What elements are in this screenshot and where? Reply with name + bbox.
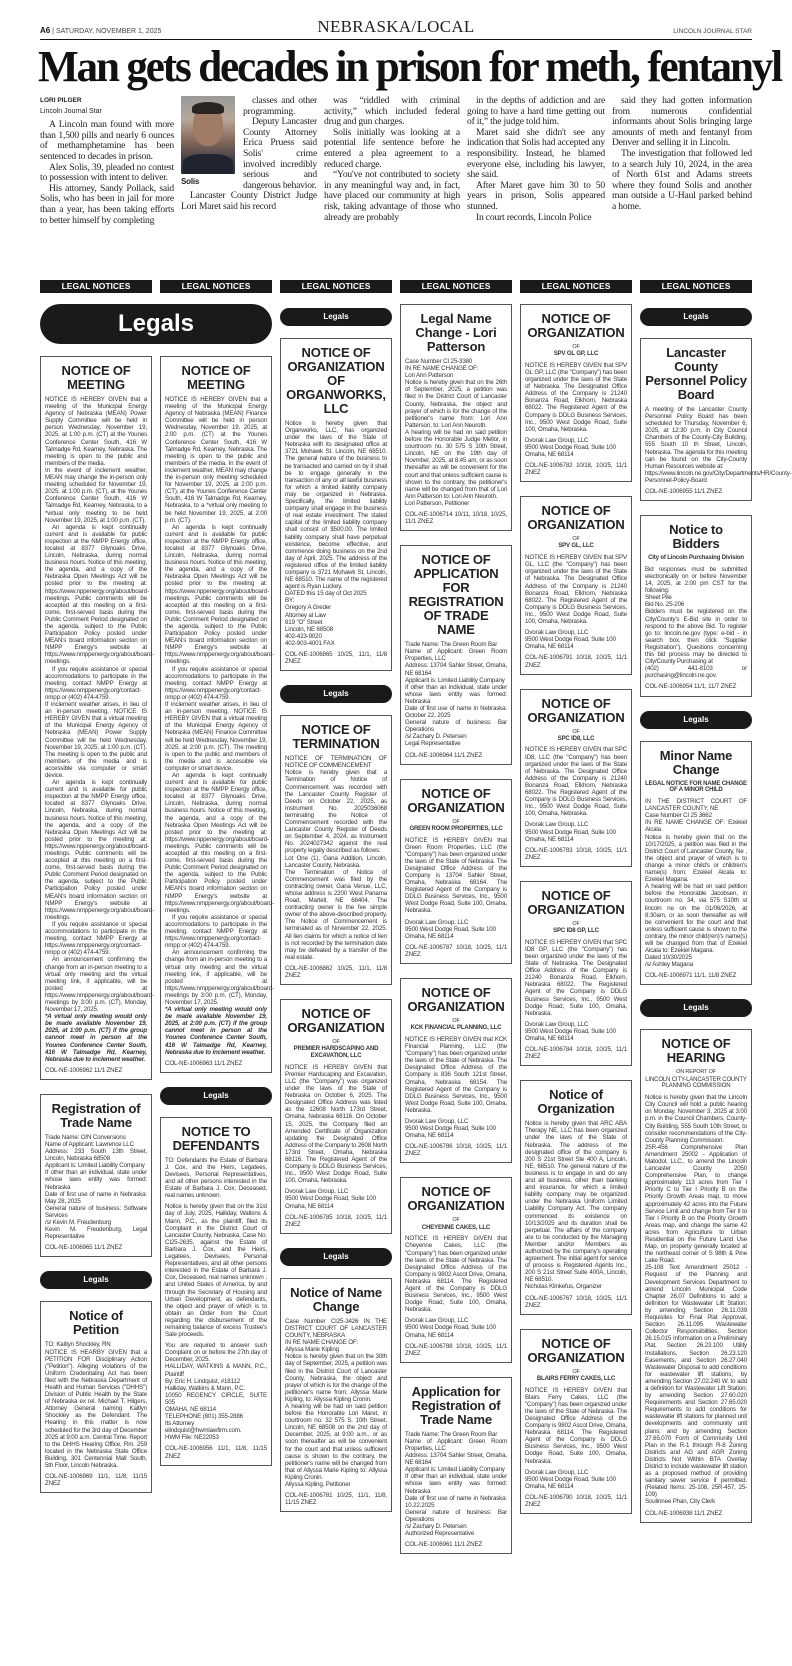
notice-subtitle: BLAIRS FERRY CAKES, LLC (536, 1375, 616, 1382)
legal-notice (40, 1094, 152, 1258)
notice-title: NOTICE OF ORGANIZATION (527, 1335, 625, 1365)
notice-text: In the event of inclement weather, MEAN may change the in-person only meeting scheduled for November 19, 2025, at 1:00 p.m. (CT), at the Younes Conference Center South, 416 W Talmadge Rd, Kearney, Nebraska, to a *virtual only meeting to be held November 19, 2025, at 1:00 p.m. (CT). (45, 466, 147, 524)
article-column (181, 96, 317, 213)
notice-reference: COL-NE-1006962 11/1 ZNEZ (45, 1066, 123, 1074)
notice-text: Date of first use of name in Nebraska: October 22, 2025 (405, 705, 507, 720)
notice-subtitle: LEGAL NOTICE FOR NAME CHANGE OF A MINOR CHILD (645, 780, 747, 794)
notice-text: NOTICE IS HEREBY GIVEN that SPC ID8 GP, LLC (the "Company") has been organized under the laws of the State of Nebraska. The Designated Office Address of the Company is 21240 Bonanza Road, Elkhorn, Nebraska 68022. The Registered Agent of the Company is DDLG Business Services, Inc., 9500 West Dodge Road, Suite 100, Omaha, Nebraska. (525, 938, 627, 1017)
notice-text: NOTICE IS HEREBY GIVEN that SPV GL, LLC (the "Company") has been organized under the laws of the State of Nebraska. The Designated Office Address of the Company is 21240 Bonanza Road, Elkhorn, Nebraska 68022. The Registered Agent of the Company is DDLG Business Services, Inc., 9500 West Dodge Road, Suite 100, Omaha, Nebraska. (525, 554, 627, 626)
legal-notice (400, 779, 512, 964)
notice-subtitle: SPC ID8, LLC (557, 735, 595, 742)
notice-reference: COL-NE-1006938 11/1 ZNEZ (645, 1509, 723, 1517)
notice-text: Lori Ann Patterson (405, 372, 454, 380)
article-paragraph: A Lincoln man found with more than 1,500 pills and nearly 6 ounces of methamphetamine has been sentenced to decades in prison. (40, 119, 174, 162)
notice-text: Nicholas Klinkefus, Organizer (525, 1283, 602, 1291)
notice-reference: COL-NE-1006965 11/1 ZNEZ (45, 1244, 123, 1252)
legal-notice (400, 545, 512, 765)
notice-text: TELEPHONE (801) 355-2886 (165, 1413, 243, 1421)
legals-banner: Legals (40, 1271, 152, 1289)
notice-text: NOTICE IS HEREBY GIVEN that KCK Financial Planning, LLC (the "Company") has been organized under the laws of the State of Nebraska. The Designated Office Address of the Company is 836 South 121st Street, Omaha, Nebraska 68154. The Registered Agent of the Company is DDLG Business Services, Inc., 9500 West Dodge Road, Suite 100, Omaha, Nebraska. (405, 1035, 507, 1114)
legal-notice (160, 1117, 272, 1466)
legal-notices-bars (40, 280, 752, 293)
notice-title: Notice of Petition (69, 1308, 123, 1338)
notice-text: Allyssa Kipling, Petitioner (285, 1481, 351, 1488)
legal-notices-section (40, 304, 792, 1614)
notice-title: Notice of Organization (537, 1087, 615, 1117)
notice-text: Authorized Representative (405, 1530, 475, 1538)
legals-banner: Legals (280, 685, 392, 703)
notice-title: Notice of Name Change (290, 1284, 382, 1314)
legal-notice (280, 338, 392, 671)
notice-text: An announcement confirming the change from an in-person meeting to a virtual only meeting and the virtual meeting link, if applicable, will be posted at https://www.nmppenergy.org/about/board-meetings by 3:00 p.m. (CT), Monday, November 17, 2025. (45, 956, 154, 1014)
legal-column (280, 304, 392, 1614)
article-paragraph: After Maret gave him 30 to 50 years in prison, Solis appeared stunned. (467, 179, 605, 212)
notice-text: NOTICE OF TERMINATION OF NOTICE OF COMMENCEMENT (285, 755, 387, 770)
legal-notices-bar: LEGAL NOTICES (640, 280, 752, 293)
legal-notice (160, 356, 272, 1073)
article-paragraph: Solis initially was looking at a potential life sentence before he entered a plea agreement to a reduced charge. (324, 126, 460, 170)
notice-text: Lori Patterson, Petitioner (405, 499, 470, 507)
notice-text: If other than an individual, state under whose laws entity was formed: Nebraska (45, 1169, 147, 1191)
notice-text: Soulinnee Phan, City Clerk (645, 1498, 716, 1506)
notice-text: If inclement weather arises, in lieu of an in-person meeting, NOTICE IS HEREBY GIVEN that a virtual meeting of the Municipal Energy Agency of Nebraska (MEAN) Finance Committee will be held Wednesday, November 19, 2025, at 2:00 p.m. (CT). The meeting is open to the public and members of the media and is accessible via computer or smart device. (165, 701, 267, 772)
notice-text: NOTICE IS HEREBY GIVEN that a meeting of the Municipal Energy Agency of Nebraska (MEAN) Power Supply Committee will be held in person Wednesday, November 19, 2025, at 1:00 p.m. (CT) at the Younes Conference Center South, 416 W Talmadge Rd, Kearney, Nebraska. The meeting is open to the public and members of the media. (45, 396, 147, 467)
legal-notice (520, 1080, 632, 1314)
notice-text: Trade Name: The Green Room Bar (405, 641, 498, 649)
notice-text: Dvorak Law Group, LLC (405, 1317, 469, 1325)
notice-text: NOTICE IS HEREBY GIVEN that Premier Hardscaping and Excavation, LLC (the "Company") was organized under the laws of the State of Nebraska on October 6, 2025. The Designated Office Address was listed as the 12608 North 173rd Street, Omaha, Nebraska 68116. On October 15, 2025, the Company filed an Amended Certificate of Organization updating the Designated Office Address of the Company to 2608 North 173rd Street, Omaha, Nebraska 68116. The Registered Agent of the Company is DDLG Business Services, Inc., 9500 West Dodge Road, Suite 100, Omaha, Nebraska. (285, 1063, 387, 1185)
notice-text: Notice is hereby given that on the 30th day of September, 2025, a petition was filed in the District Court of Lancaster County, Nebraska, the object and prayer of which is for the change of the petitioner's name from: Allyssa Marie Kipling, to: Allyssa Kipling Cronin. (285, 1353, 387, 1403)
article-column (612, 96, 752, 213)
article-column (324, 96, 460, 223)
notice-text: Omaha, NE 68114 (525, 835, 574, 843)
notice-reference: COL-NE-1006767 10/18, 10/25, 11/1 ZNEZ (525, 1294, 627, 1309)
notice-subtitle: GREEN ROOM PROPERTIES, LLC (409, 825, 503, 832)
legal-notice (520, 881, 632, 1066)
headline: Man gets decades in prison for meth, fentanyl (38, 42, 782, 91)
notice-text: Omaha, NE 68114 (405, 1331, 454, 1339)
notice-text: An announcement confirming the change from an in-person meeting to a virtual only meeting and the virtual meeting link, if applicable, will be posted at https://www.nmppenergy.org/about/board-meetings by 3:00 p.m. (CT), Monday, November 17, 2025. (165, 949, 274, 1006)
notice-text: Name of Applicant: Green Room Properties, LLC (405, 648, 507, 663)
notice-text: Omaha, NE 68114 (405, 1132, 454, 1140)
notice-reference: COL-NE-1006961 11/1 ZNEZ (405, 1541, 483, 1549)
notice-text: NOTICE IS HEREBY GIVEN that Blairs Ferry Cakes, LLC (the "Company") has been organized under the laws of the State of Nebraska. The Designated Office Address of the Company is 9802 Ascot Drive, Omaha, Nebraska 68114. The Registered Agent of the Company is DDLG Business Services, Inc., 9500 West Dodge Road, Suite 100, Omaha, Nebraska. (525, 1386, 627, 1465)
notice-of-label: ON REPORT OF (676, 1069, 716, 1076)
notice-title: Lancaster County Personnel Policy Board (645, 345, 747, 402)
notice-title: NOTICE OF ORGANIZATION OF ORGANWORKS, LLC (286, 345, 386, 416)
notice-text: Dvorak Law Group, LLC (285, 1188, 349, 1196)
notice-text: 9500 West Dodge Road, Suite 100 (405, 1324, 496, 1332)
notice-text: Omaha, NE 68114 (525, 451, 574, 459)
legal-notice (520, 689, 632, 867)
notice-text: Case Number CI25-3426 IN THE DISTRICT COURT OF LANCASTER COUNTY, NEBRASKA (285, 1317, 387, 1340)
legals-banner: Legals (280, 308, 392, 326)
notice-subtitle: SPV GL GP, LLC (553, 351, 599, 358)
notice-text: Notice is hereby given that ARC ABA Therapy NE, LLC has been organized under the laws of the State of Nebraska. The address of the designated office of the company is 200 S 21st Street Ste 400 A, Lincoln, NE, 68510. The general nature of the business is to engage in and do any and all business, other than banking and insurance, for which a limited liability company may be organized under the Nebraska Uniform Limited Liability Company Act. The company commenced its existence on 10/13/2025 and its duration shall be perpetual. The affairs of the company are to be conducted by the Managing Member and/or Members as authorized by the company's operating agreement. The initial agent for service of process is Registered Agents Inc., 200 S 21st Street Suite 400A, Lincoln, NE 68510. (525, 1120, 627, 1284)
notice-text: Address: 13704 Sahler Street, Omaha, NE 68164 (405, 662, 507, 677)
notice-reference: COL-NE-1006784 10/18, 10/25, 11/1 ZNEZ (525, 1046, 627, 1061)
notice-text: NOTICE IS HEREBY GIVEN that Cheyenne Cakes, LLC (the "Company") has been organized under the laws of the State of Nebraska. The Designated Office Address of the Company is 9802 Ascot Drive, Omaha, Nebraska 68114. The Registered Agent of the Company is DDLG Business Services, Inc., 9500 West Dodge Road, Suite 100, Omaha, Nebraska. (405, 1235, 507, 1314)
legals-banner: Legals (640, 711, 752, 729)
notice-title: Application for Registration of Trade Name (411, 1383, 501, 1427)
notice-text: (402) 441-8103 or purchasing@lincoln.ne.gov. (645, 665, 747, 680)
notice-text: An agenda is kept continually current and is available for public inspection at the NMPP Energy office, located at 8377 Glynoaks Drive, Lincoln, Nebraska, during normal business hours. Notice of this meeting, the agenda, and a copy of the Nebraska Open Meetings Act will be posted prior to the meeting at: https://www.nppenergy.org/about/board-meetings. Public comments will be accepted at this meeting on a first-come, first-served basis during the Public Comment Period designated on the agenda, subject to the Public Participation Policy posted under MEAN's board information section on NMPP Energy's website at https://www.nmppenergy.org/about/board-meetings. (45, 779, 154, 921)
notice-of-label: OF (572, 344, 580, 350)
notice-reference: COL-NE-1006964 11/1 ZNEZ (405, 751, 483, 759)
legal-notice (640, 741, 752, 986)
notice-text: Lincoln, NE 68508 (285, 625, 334, 633)
legal-notice (400, 1177, 512, 1362)
legal-notices-bar: LEGAL NOTICES (520, 280, 632, 293)
legal-notice (640, 515, 752, 696)
legal-column (520, 304, 632, 1614)
notice-text: IN RE NAME CHANGE OF: (285, 1339, 359, 1347)
notice-text: Applicant is: Limited Liability Company (405, 676, 505, 684)
notice-text: Date of first use of name in Nebraska: 10.22.2025 (405, 1494, 507, 1509)
legals-banner: Legals (160, 1087, 272, 1105)
notice-reference: COL-NE-1006788 10/18, 10/25, 11/1 ZNEZ (405, 1342, 507, 1357)
notice-title: NOTICE OF ORGANIZATION (527, 695, 625, 725)
notice-reference: COL-NE-1006955 11/1 ZNEZ (645, 488, 723, 496)
article-paragraph: Alex Solis, 39, pleaded no contest to possession with intent to deliver. (40, 161, 174, 184)
notice-title: NOTICE OF ORGANIZATION (407, 1184, 505, 1214)
notice-text: Trade Name: O/N Conversions (45, 1133, 126, 1141)
legal-notice (400, 304, 512, 531)
notice-reference: COL-NE-1006781 10/25, 11/1, 11/8, 11/15 ZNEZ (285, 1492, 387, 1507)
notice-text: If you require assistance or special accommodations to participate in the meeting, contact NMPP Energy at https://www.nmppenergy.org/contact-nmpp or (402) 474-4759. (45, 920, 147, 957)
notice-text: Omaha, NE 68114 (405, 932, 454, 940)
notice-title: NOTICE OF MEETING (61, 363, 131, 392)
notice-reference: COL-NE-1006790 10/18, 10/25, 11/1 ZNEZ (525, 1493, 627, 1509)
notice-of-label: OF (572, 1368, 580, 1375)
notice-text: By: Eric H. Lindquist, #18112 (165, 1377, 240, 1385)
notice-text: You are required to answer such Complaint on or before the 27th day of December, 2025. (165, 1342, 267, 1364)
photo-caption: Solis (181, 177, 200, 186)
notice-text: If other than an individual, state under whose laws entity was formed: Nebraska (405, 1473, 507, 1495)
legal-notice (520, 304, 632, 482)
notice-reference: COL-NE-1006785 10/18, 10/25, 11/1 ZNEZ (285, 1213, 387, 1228)
notice-reference: COL-NE-1006786 10/18, 10/25, 11/1 ZNEZ (405, 1143, 507, 1158)
notice-text: A meeting of the Lancaster County Personnel Policy Board has been scheduled for Thursday, November 6, 2025, at 12:30 p.m. in City Council Chambers of the County-City Building, 555 South 10 th Street, Lincoln, Nebraska. The agenda for this meeting can be found on the City-County Human Resources website at: (645, 406, 747, 470)
notice-text: Omaha, NE 68114 (285, 1202, 334, 1210)
notice-title: NOTICE OF TERMINATION (292, 722, 380, 752)
notice-text: 10050 REGENCY CIRCLE, SUITE 505 (165, 1391, 267, 1406)
notice-text: The Termination of Notice of Commencement was filed by the contracting owner, Gana Venue, LLC, whose address is 2200 West Panama Road, Martell, NE 68404. The contracting owner is the fee simple owner of the above-described property. The Notice of Commencement is terminated as of November 22, 2025. All lien claims for which a notice of lien is not recorded by the termination date may be defeated by a transfer of the real estate. (285, 868, 387, 961)
section-title: NEBRASKA/LOCAL (317, 17, 475, 36)
notice-text: Trade Name: The Green Room Bar (405, 1430, 498, 1438)
notice-title: Notice to Bidders (669, 522, 723, 552)
notice-text: If inclement weather arises, in lieu of an in-person meeting, NOTICE IS HEREBY GIVEN that a virtual meeting of the Municipal Energy Agency of Nebraska (MEAN) Power Supply Committee will be held Wednesday, November 19, 2025, at 1:00 p.m. (CT). The meeting is open to the public and members of the media and is accessible via computer or smart device. (45, 701, 147, 779)
notice-text: General nature of business: Bar Operations (405, 719, 507, 734)
notice-text: 819 "O" Street (285, 618, 323, 626)
notice-text: HALLIDAY, WATKINS & MANN, P.C., Plaintiff (165, 1363, 267, 1378)
notice-subtitle: SPC ID8 GP, LLC (553, 927, 599, 934)
notice-text: Notice is hereby given that on the 31st day of July, 2025, Halliday, Watkins & Mann, P.C., as the plaintiff, filed its Complaint in the District Court of Lancaster County, Nebraska, Case No. CI25-2635, against the Estate of Barbara J. Cox, and the Heirs, Legatees, Devisees, Personal Representatives, and all other persons interested in the Estate of Barbara J. Cox, Deceased, real names unknown ; and United States of America, by and through the Secretary of Housing and Urban Development, as defendants, the object and prayer of which is to obtain an Order from the Court regarding the disbursement of the remaining balance of excess Trustee's Sale proceeds. (165, 1203, 267, 1339)
notice-text: 25-108 Text Amendment 25012 - Request of the Planning and Development Services Department to amend Lincoln Municipal Code Chapter 26.07 Definitions to add a definition for Wastewater Lift Station; by amending Section 26.11.039 Requisites for Final Plat Approval, Section 26.11.095 Wastewater Collector Responsibilities, Section 26.15.015 Information on a Preliminary Plat, Section 26.23.100 Utility Installations, Section 26.23.120 Easements, and Section 26.27.040 Wastewater Disposal to add conditions for wastewater lift stations; by amending Section 27.02.240 W. to add a definition for Wastewater Lift Station; by amending Section 27.60.020 Requirements and Section 27.65.020 Requirements to add conditions for wastewater lift stations for planned unit developments and community unit plans; and by amending Section 27.65.070 Form of Community Unit Plan in the R-1 through R-8 Zoning Districts and AG and AGR Zoning Districts Not Within BTA Overlay District to include wastewater lift station as a proposed method of providing sanitary sewer service if permitted. (Related Items: 25-108, 25R-457, 25-109) (645, 1264, 747, 1499)
notice-reference: COL-NE-1006787 10/18, 10/25, 11/1 ZNEZ (405, 943, 507, 958)
notice-text: Notice is hereby given that a Termination of Notice of Commencement was recorded with the Lancaster County Register of Deeds on October 22, 2025, as Instrument No. 2025036068 terminating the Notice of Commencement recorded with the Lancaster County Register of Deeds on September 4, 2024, as Instrument No. 2024027342 against the real property legally described as follows: (285, 769, 387, 855)
legal-notice (520, 1329, 632, 1514)
notice-text: Dvorak Law Group, LLC (525, 1020, 589, 1028)
legal-column (400, 304, 512, 1614)
legal-notice (520, 496, 632, 674)
notice-of-label: OF (452, 1217, 460, 1224)
notice-text: Dvorak Law Group, LLC (405, 918, 469, 926)
notice-text: General nature of business: Bar Operations (405, 1508, 507, 1523)
legal-notice (640, 338, 792, 501)
notice-text: Bidders must be registered on the City/County's E-Bid site in order to respond to the above Bid. To register go to: lincoln.ne.gov (type: e-bid - in search box, then click "Supplier Registration"). Questions concerning this bid process may be directed to City/County Purchasing at (645, 608, 747, 666)
notice-text: 402-903-4001 FAX (285, 639, 335, 647)
notice-text: Notice is hereby given that on the 10/17/2025, a petition was filed in the District Court of Lancaster County, Ne , the object and prayer of which is to change a minor child's or children's name(s) from: Ezekiel Alcala to: Ezekiel Magana. (645, 833, 747, 884)
notice-text: NOTICE IS HEREBY GIVEN that a meeting of the Municipal Energy Agency of Nebraska (MEAN) Finance Committee will be held in person Wednesday, November 19, 2025, at 2:00 p.m. (CT) at the Younes Conference Center South, 416 W Talmadge Rd, Kearney, Nebraska. The meeting is open to the public and members of the media. In the event of inclement weather, MEAN may change the in-person only meeting scheduled for November 19, 2025, at 2:00 p.m. (CT), at the Younes Conference Center South, 416 W Talmadge Rd, Kearney, Nebraska, to a *virtual only meeting to be held November 19, 2025, at 2:00 p.m. (CT). (165, 396, 267, 524)
notice-text: NOTICE IS HEREBY GIVEN that SPV GL GP, LLC (the "Company") has been organized under the laws of the State of Nebraska. The Designated Office Address of the Company is 21240 Bonanza Road, Elkhorn, Nebraska 68022. The Registered Agent of the Company is DDLG Business Services, Inc., 9500 West Dodge Road, Suite 100, Omaha, Nebraska. (525, 361, 627, 433)
notice-text: Address: 233 South 13th Street, Lincoln, Nebraska 68508 (45, 1148, 147, 1163)
notice-text: Case Number CI 25 3662 (645, 812, 712, 820)
notice-reference: COL-NE-1006956 11/1, 11/8, 11/15 ZNEZ (165, 1445, 267, 1460)
folio-left: A6 | SATURDAY, NOVEMBER 1, 2025 (40, 26, 162, 35)
notice-text: /s/ Ashley Magana (645, 961, 694, 969)
notice-text: Gregory A Greder (285, 604, 332, 612)
notice-text: https://www.lincoln.ne.gov/City/Departments/HR/County-Personnel-Policy-Board (645, 469, 792, 484)
article-paragraph: in the depths of addiction and are going to have a hard time getting out of it,” the judge told him. (467, 95, 605, 128)
notice-text: Applicant is: Limited Liability Company (405, 1466, 505, 1474)
notice-reference: COL-NE-1006791 10/18, 10/25, 11/1 ZNEZ (525, 654, 627, 669)
notice-reference: COL-NE-1006783 10/18, 10/25, 11/1 ZNEZ (525, 846, 627, 861)
notice-text: Dvorak Law Group, LLC (525, 436, 589, 444)
notice-text: DATED this 15 day of Oct 2025 (285, 590, 367, 598)
notice-title: Legal Name Change - Lori Patterson (415, 311, 497, 354)
article-paragraph: His attorney, Sandy Pollack, said Solis, who has been in jail for more than a year, has been taking efforts to better himself by completing (40, 182, 174, 226)
notice-text: If you require assistance or special accommodations to participate in the meeting, contact NMPP Energy at https://www.nmppenergy.org/contact-nmpp or (402) 474-4759. (45, 665, 147, 701)
notice-text: NOTICE IS HEREBY GIVEN that Green Room Properties, LLC (the "Company") has been organized under the laws of the State of Nebraska. The Designated Office Address of the Company is 13704 Sahler Street, Omaha, Nebraska 68164. The Registered Agent of the Company is DDLG Business Services, Inc., 9500 West Dodge Road, Suite 100, Omaha, Nebraska. (405, 836, 507, 915)
notice-reference: COL-NE-1006969 11/1, 11/8, 11/15 ZNEZ (45, 1473, 147, 1488)
notice-subtitle: LINCOLN CITY-LANCASTER COUNTY PLANNING COMMISSION (645, 1076, 747, 1090)
notice-title: NOTICE OF ORGANIZATION (287, 1006, 385, 1036)
notice-text: Omaha, NE 68114 (525, 1482, 574, 1490)
notice-text: A hearing will be had on said petition before the Honorable Judge Mellor, in courtroom no. 30 575 S 10th Street, Lincoln, NE on the 19th day of Novmber, 2025, at 8:45 am, or as soon thereafter as will be convenient for the court and that unless sufficient cause is shown to the contrary, the petitioner's name will be changed from that of Lori Ann Patterson to: Lori Ann Neuroth. (405, 428, 507, 500)
notice-title: NOTICE OF MEETING (181, 363, 251, 392)
notice-text: An agenda is kept continually current and is available for public inspection at the NMPP Energy office, located at 8377 Glynoaks Drive, Lincoln, Nebraska, during normal business hours. Notice of this meeting, the agenda, and a copy of the Nebraska Open Meetings Act will be posted prior to the meeting at: https://www.nppenergy.org/about/board-meetings. Public comments will be accepted at this meeting on a first-come, first-served basis during the Public Comment Period designated on the agenda, subject to the Public Participation Policy posted under MEAN's board information section on NMPP Energy's website at https://www.nmppenergy.org/about/board-meetings. (45, 523, 154, 666)
legal-notice (400, 1377, 512, 1555)
notice-reference: COL-NE-1006865 10/25, 11/1, 11/8 ZNEZ (285, 651, 387, 666)
legal-notice (400, 978, 512, 1163)
article-paragraph: said they had gotten information from numerous confidential informants about Solis bringing large amounts of meth and fentanyl from Denver and selling it in Lincoln. (612, 95, 752, 149)
notice-text: Allyssa Marie Kipling (285, 1346, 339, 1354)
notice-text: IN THE DISTRICT COURT OF LANCASTER COUNTY, NE (645, 798, 747, 813)
notice-text: 9500 West Dodge Road, Suite 100 (525, 443, 616, 451)
legal-column (40, 356, 152, 1666)
legals-banner: Legals (640, 308, 752, 326)
notice-text: If you require assistance or special accommodations to participate in the meeting, contact NMPP Energy at https://www.nmppenergy.org/contact-nmpp or (402) 474-4759. (165, 665, 267, 701)
notice-of-label: OF (332, 1039, 340, 1046)
notice-subtitle: SPV GL, LLC (558, 543, 594, 550)
notice-title: NOTICE OF HEARING (661, 1036, 731, 1066)
article-paragraph: “You've not contributed to society in any meaningful way and, in fact, have placed our community at high risk, taking advantage of those who already are probably (324, 169, 460, 223)
notice-text: If other than an individual, state under whose laws entity was formed: Nebraska (405, 683, 507, 705)
notice-emphasis: *A virtual only meeting would only be made available November 19, 2025, at 1:00 p.m. (CT) if the group cannot meet in person at the Younes Conference Center South, 416 W Talmadge Rd, Kearney, Nebraska due to inclement weather. (45, 1013, 147, 1063)
notice-text: Attorney at Law (285, 611, 326, 619)
article-paragraph: Maret said she didn't see any indication that Solis had accepted any responsibility. Instead, he blamed everyone else, including his lawyer, she said. (467, 126, 605, 181)
notice-text: /s/ Kevin M. Freudenburg (45, 1219, 111, 1227)
notice-text: HWM File: NE22053 (165, 1434, 219, 1442)
notice-text: OMAHA, NE 68114 (165, 1406, 216, 1413)
notice-text: Notice is hereby given that Organworks, LLC, has organized under the laws of the State of Nebraska with its designated office at 3721 Mohawk St. Lincoln, NE 68510. The general nature of the business to be transacted and carried on by it shall be to engage generally in the transaction of any or all lawful business for which a limited liability company may be organized in Nebraska. Specifically, the limited liability company shall engage in the business of real estate investment. The stated capital of the limited liability company shall consist of $500.00. The limited liability company shall have perpetual existence, become effective, and commence doing business on the 2nd day of April, 2025. The address of the registered office of the limited liability company is 3721 Mohawk St, Lincoln, NE 68510. The name of the registered agent is Ryan Luckey. (285, 420, 387, 591)
notice-subtitle: City of Lincoln Purchasing Division (648, 555, 744, 562)
notice-text: Omaha, NE 68114 (525, 1035, 574, 1042)
notice-title: NOTICE OF ORGANIZATION (527, 887, 625, 917)
notice-text: BY: (285, 597, 295, 605)
notice-text: 9500 West Dodge Road, Suite 100 (525, 636, 616, 644)
legal-notices-bar: LEGAL NOTICES (280, 280, 392, 293)
notice-text: Legal Representative (405, 740, 461, 748)
legal-notice (280, 1278, 392, 1512)
article-column (40, 96, 174, 226)
notice-of-label: OF (452, 818, 460, 825)
notice-text: Notice is hereby given that on the 26th of September, 2025, a petition was filed in the District Court of Lancaster County, Nebraska, the object and prayer of which is for the change of the petitioner's name from: Lori Ann Patterson, to: Lori Ann Neuroth. (405, 379, 507, 429)
notice-text: Dvorak Law Group, LLC (525, 629, 589, 637)
article-paragraph: The investigation that followed led to a search July 10, 2024, in the area of North 61st and Adams streets where they found Solis and another man outside a U-Haul parked behind a home. (612, 147, 752, 212)
notice-title: NOTICE OF ORGANIZATION (527, 311, 625, 340)
notice-text: Dvorak Law Group, LLC (405, 1117, 469, 1125)
notice-text: NOTICE IS HEARBY GIVEN that a PETITION FOR Disciplinary Action ("Petition"). Alleging violations of the Uniform Credentialing Act has been filed with the Nebraska Department of Health and Human Services ("DHHS") Division of Public Health by the State of Nebraska ex rel. Michael T. Hilgers, Attorney General naming Kaitlyn Shockley as the Defendant. The Hearing in this matter is now scheduled for the 3rd day of December 2025 at 9:00 a.m. Central Time. Report to the DHHS Hearing Office, Rm. 259 located in the Nebraska State Office Building, 301 Centennial Mall South, 5th Floor, Lincoln Nebraska. (45, 1348, 147, 1469)
legal-notice (40, 1301, 152, 1493)
notice-title: Registration of Trade Name (51, 1100, 141, 1130)
notice-reference: COL-NE-1006782 10/18, 10/25, 11/1 ZNEZ (525, 462, 627, 477)
notice-text: 9500 West Dodge Road, Suite 100 (405, 1125, 496, 1133)
notice-title: NOTICE OF ORGANIZATION (407, 985, 505, 1015)
notice-text: Address: 13704 Sahler Street, Omaha, NE 68164 (405, 1452, 507, 1467)
notice-title: NOTICE TO DEFENDANTS (172, 1123, 260, 1153)
notice-title: NOTICE OF ORGANIZATION (527, 503, 625, 533)
legal-notice (280, 999, 392, 1234)
article-paragraph: was “riddled with criminal activity,” which included federal drug and gun charges. (324, 95, 460, 128)
notice-text: Kevin M. Freudenburg, Legal Representative (45, 1226, 147, 1241)
article-column (467, 96, 605, 223)
notice-text: A hearing will be had on said petition before the Honorable Jacobsen, in courtroom no. 34, via 575 S10th st lincoln ne on the 01/06/2026, at 8:30am, or as soon thereafter as will be convenient for the court and that unless sufficient cause is shown to the contrary, the minor child(ren)'s name(s) will be changed from that of Ezekiel Alcala to: Ezekiel Magana. (645, 883, 747, 955)
notice-reference: COL-NE-1006862 10/25, 11/1, 11/8 ZNEZ (285, 964, 387, 979)
article-paragraph: classes and other programming. (243, 95, 317, 117)
notice-text: A hearing will be had on said petition before the Honorable Lori Maret, in courtroom no. 32 575 S. 10th Street, Lincoln, NE 68508 on the 2nd day of December, 2025, at 9:00 a.m., or as soon thereafter as will be convenient for the court and that unless sufficient cause is shown to the contrary, the petitioner's name will be changed from that of Allyssa Marie Kipling to: Allyssa Kipling Cronin. (285, 1402, 387, 1481)
notice-of-label: OF (452, 1018, 460, 1025)
notice-text: Dvorak Law Group, LLC (525, 1468, 589, 1476)
notice-text: Dated 10/30/2025 (645, 954, 692, 962)
photo-block (181, 96, 235, 187)
legal-notice (640, 1029, 752, 1522)
notice-reference: COL-NE-1006971 11/1, 11/8 ZNEZ (645, 972, 737, 980)
outlet: Lincoln Journal Star (40, 107, 102, 115)
notice-text: 9500 West Dodge Road, Suite 100 (525, 1027, 616, 1035)
article-paragraph: In court records, Lincoln Police (476, 211, 592, 223)
notice-text: Lot One (1), Gana Addition, Lincoln, Lancaster County, Nebraska. (285, 854, 387, 869)
notice-text: 9500 West Dodge Road, Suite 100 (525, 1475, 616, 1483)
notice-text: 9500 West Dodge Road, Suite 100 (405, 925, 496, 933)
legal-column (160, 356, 272, 1666)
notice-title: NOTICE OF ORGANIZATION (407, 785, 505, 815)
notice-text: Name of Applicant: Lawrence LLC (45, 1141, 134, 1148)
author: LORI PILGER (40, 97, 82, 104)
notice-subtitle: CHEYENNE CAKES, LLC (421, 1224, 491, 1231)
legal-notices-bar: LEGAL NOTICES (40, 280, 152, 293)
notice-title: Minor Name Change (659, 747, 733, 777)
notice-of-label: OF (572, 536, 580, 543)
notice-text: NOTICE IS HEREBY GIVEN that SPC ID8, LLC (the "Company") has been organized under the laws of the State of Nebraska. The Designated Office Address of the Company is 21240 Bonanza Road, Elkhorn, Nebraska 68022. The Registered Agent of the Company is DDLG Business Services, Inc., 9500 West Dodge Road, Suite 100, Omaha, Nebraska. (525, 746, 627, 818)
notice-text: An agenda is kept continually current and is available for public inspection at the NMPP Energy office, located at 8377 Glynoaks Drive, Lincoln, Nebraska, during normal business hours. Notice of this meeting, the agenda, and a copy of the Nebraska Open Meetings Act will be posted prior to the meeting at: https://www.nppenergy.org/about/board-meetings. Public comments will be accepted at this meeting on a first-come, first-served basis during the Public Comment Period designated on the agenda, subject to the Public Participation Policy posted under MEAN's board information section on NMPP Energy's website at https://www.nmppenergy.org/about/board-meetings. (165, 523, 274, 666)
legal-notices-bar: LEGAL NOTICES (160, 280, 272, 293)
notice-text: /s/ Zachary D. Petersen (405, 1523, 467, 1531)
notice-subtitle: PREMIER HARDSCAPING AND EXCAVATION, LLC (293, 1046, 379, 1059)
notice-text: Applicant is: Limited Liability Company (45, 1162, 145, 1170)
notice-reference: COL-NE-1006714 10/11, 10/18, 10/25, 11/1 ZNEZ (405, 510, 507, 526)
newspaper-name: LINCOLN JOURNAL STAR (673, 28, 752, 35)
legal-notices-bar: LEGAL NOTICES (400, 280, 512, 293)
notice-text: General nature of business: Software Services (45, 1204, 147, 1219)
notice-text: Omaha, NE 68114 (525, 643, 574, 651)
article-paragraph: Deputy Lancaster County Attorney Erica Pruess said Solis' crime involved incredibly serious and dangerous behavior. (243, 116, 317, 191)
notice-text: Notice is hereby given that the Lincoln City Council will hold a public hearing on Monday, November 3, 2025 at 3:00 p.m. in the Council Chambers, County-City Building, 555 South 10th Street, to consider recommendations of the City-County Planning Commission: (645, 1094, 747, 1144)
page-date: SATURDAY, NOVEMBER 1, 2025 (55, 28, 162, 35)
notice-emphasis: *A virtual only meeting would only be made available November 19, 2025, at 2:00 p.m. (CT) if the group cannot meet in person at the Younes Conference Center South, 416 W Talmadge Rd, Kearney, Nebraska due to inclement weather. (165, 1006, 267, 1056)
legal-notice (40, 356, 152, 1080)
notice-text: Bid No. 25-206 (645, 601, 685, 609)
legals-banner: Legals (280, 1248, 392, 1266)
legals-banner-large: Legals (40, 304, 272, 344)
notice-text: Dvorak Law Group, LLC (525, 821, 589, 829)
page-folio (40, 14, 752, 40)
notice-text: Date of first use of name in Nebraska: May 28, 2025 (45, 1190, 147, 1205)
legals-banner: Legals (640, 999, 752, 1017)
notice-text: Sheet Pile (645, 594, 672, 602)
notice-text: IN RE NAME CHANGE OF: (405, 365, 479, 373)
notice-text: 25R-456 Comprehensive Plan Amendment 25002 - Application of Matodol, LLC., to amend the Lincoln Lancaster County 2050 Comprehensive Plan, to change approximately 113 acres from Tier I Priority C to Tier I Priority B on the Priority Growth Areas map, to move approximately 42 acres into the Future Service Limit and change from Tier II to Tier I Priority B on the Priority Growth Areas map, and change the same 42 acres from Agriculture to Urban Residential on the Future Land Use Map, on property generally located at the northeast corner of S 98th & Pine Lake Road. (645, 1143, 747, 1265)
legal-notice (280, 715, 392, 985)
notice-text: 9500 West Dodge Road, Suite 100 (285, 1195, 376, 1203)
notice-of-label: OF (572, 728, 580, 735)
notice-text: Case Number CI 25-3380 (405, 358, 473, 365)
notice-of-label: OF (572, 920, 580, 927)
article-paragraph: Lancaster County District Judge Lori Maret said his record (181, 190, 317, 212)
notice-reference: COL-NE-1006954 11/1, 11/7 ZNEZ (645, 683, 737, 691)
notice-text: An agenda is kept continually current and is available for public inspection at the NMPP Energy office, located at 8377 Glynoaks Drive, Lincoln, Nebraska, during normal business hours. Notice of this meeting, the agenda, and a copy of the Nebraska Open Meetings Act will be posted prior to the meeting at: https://www.nppenergy.org/about/board-meetings. Public comments will be accepted at this meeting on a first-come, first-served basis during the Public Comment Period designated on the agenda, subject to the Public Participation Policy posted under MEAN's board information section on NMPP Energy's website at https://www.nmppenergy.org/about/board-meetings. (165, 771, 274, 914)
notice-reference: COL-NE-1006963 11/1 ZNEZ (165, 1059, 243, 1067)
notice-title: NOTICE OF APPLICATION FOR REGISTRATION OF TRADE NAME (408, 552, 504, 638)
notice-text: TO: Kaitlyn Shockley, RN (45, 1341, 111, 1349)
mugshot-photo (181, 96, 235, 174)
notice-text: 402-423-9020 (285, 632, 322, 640)
notice-text: Name of Applicant: Green Room Properties, LLC (405, 1437, 507, 1453)
notice-text: Bid responses must be submitted electronically on or before November 14, 2025, at 2:00 pm CST for the following: (645, 565, 747, 595)
notice-text: Its Attorney (165, 1420, 195, 1428)
legal-column (640, 304, 792, 1614)
notice-text: TO: Defendants the Estate of Barbara J. Cox, and the Heirs, Legatees, Devisees, Personal Representatives, and all other persons interested in the Estate of Barbara J. Cox, Deceased, real names unknown. (165, 1156, 267, 1200)
notice-text: If you require assistance or special accommodations to participate in the meeting, contact NMPP Energy at https://www.nmppenergy.org/contact-nmpp or (402) 474-4759. (165, 913, 267, 950)
notice-text: IN RE NAME CHANGE OF: Ezekiel Alcala (645, 819, 747, 834)
notice-text: Halliday, Watkins & Mann, P.C. (165, 1384, 245, 1392)
notice-text: elindquist@hwmlawfirm.com. (165, 1427, 242, 1435)
page-number: A6 (40, 26, 51, 35)
notice-text: /s/ Zachary D. Petersen (405, 733, 467, 741)
article (40, 96, 752, 274)
notice-text: 9500 West Dodge Road, Suite 100 (525, 828, 616, 836)
notice-subtitle: KCK FINANCIAL PLANNING, LLC (410, 1025, 502, 1032)
